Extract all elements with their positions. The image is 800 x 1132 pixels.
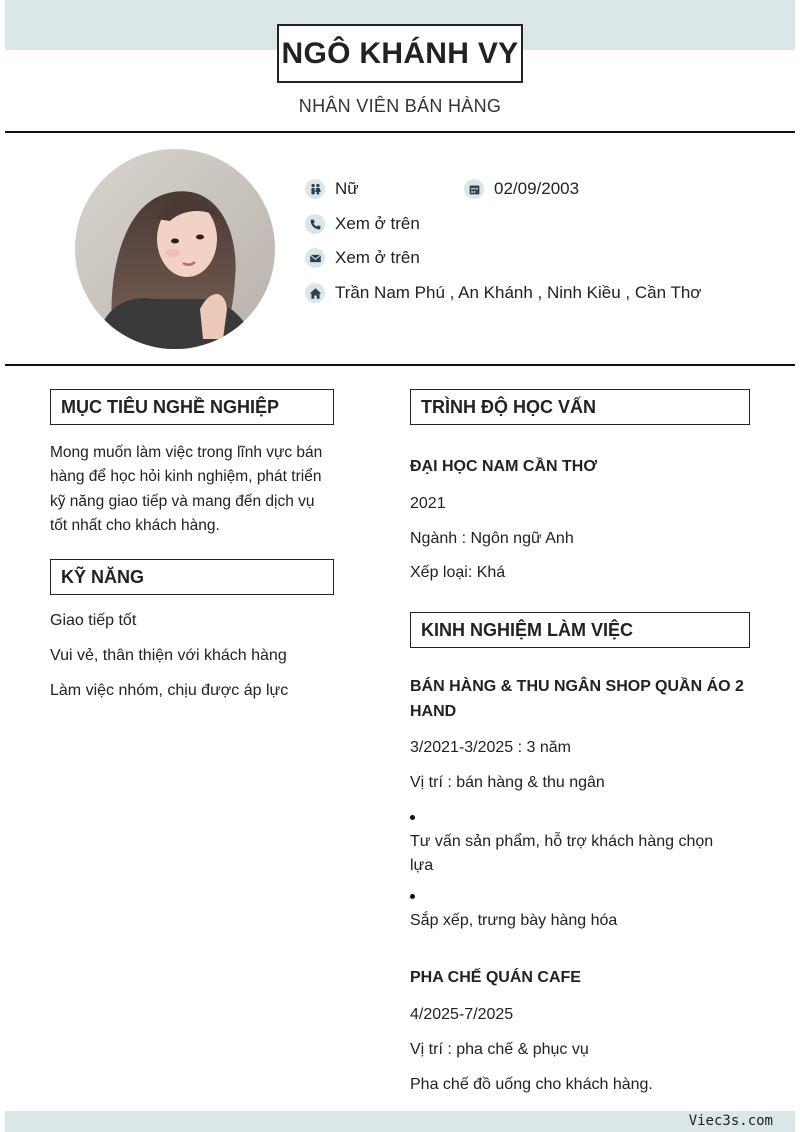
- profile-photo: [75, 149, 275, 349]
- job-role: Vị trí : bán hàng & thu ngân: [410, 774, 605, 791]
- graduation-year: 2021: [410, 495, 446, 512]
- email-row: [305, 248, 420, 268]
- job-role: Vị trí : pha chế & phục vụ: [410, 1041, 589, 1058]
- calendar-icon: [464, 179, 484, 199]
- objective-heading: MỤC TIÊU NGHỀ NGHIỆP: [50, 389, 334, 425]
- job-duty: Sắp xếp, trưng bày hàng hóa: [410, 912, 618, 929]
- address-value: Trần Nam Phú , An Khánh , Ninh Kiều , Cần Thơ: [335, 283, 702, 302]
- candidate-name: NGÔ KHÁNH VY: [277, 24, 523, 83]
- skills-heading: KỸ NĂNG: [50, 559, 334, 595]
- school-name: ĐẠI HỌC NAM CẦN THƠ: [410, 458, 597, 475]
- phone-value: Xem ở trên: [335, 214, 420, 233]
- profile-divider: [5, 364, 795, 366]
- birthdate-row: [464, 179, 579, 199]
- gender-row: [305, 179, 359, 199]
- bullet-dot: [410, 815, 415, 820]
- job-duty-line: lựa: [410, 857, 434, 874]
- gender-value: Nữ: [335, 179, 359, 198]
- job-company-line: BÁN HÀNG & THU NGÂN SHOP QUẦN ÁO 2: [410, 678, 744, 695]
- footer-brand: Viec3s.com: [688, 1113, 773, 1129]
- objective-line: kỹ năng giao tiếp và mang đến dịch vụ: [50, 492, 315, 510]
- header-divider: [5, 131, 795, 133]
- candidate-position: NHÂN VIÊN BÁN HÀNG: [298, 96, 502, 116]
- skill-item: Làm việc nhóm, chịu được áp lực: [50, 682, 289, 699]
- job-duty: [410, 830, 750, 878]
- job-company: PHA CHẾ QUÁN CAFE: [410, 969, 581, 986]
- address-row: [305, 283, 701, 303]
- phone-icon: [305, 214, 325, 234]
- job-company-line: HAND: [410, 703, 457, 720]
- job-period: 3/2021-3/2025 : 3 năm: [410, 739, 572, 756]
- home-icon: [305, 283, 325, 303]
- objective-text: [50, 441, 340, 538]
- experience-heading: KINH NGHIỆM LÀM VIỆC: [410, 612, 750, 648]
- bullet-dot: [410, 894, 415, 899]
- footer-band: [5, 1111, 795, 1132]
- job-period: 4/2025-7/2025: [410, 1006, 514, 1023]
- job-description: Pha chế đồ uống cho khách hàng.: [410, 1076, 653, 1093]
- job-duty-line: Tư vấn sản phẩm, hỗ trợ khách hàng chọn: [410, 833, 714, 850]
- phone-row: [305, 214, 420, 234]
- objective-line: Mong muốn làm việc trong lĩnh vực bán: [50, 444, 323, 461]
- skill-item: Giao tiếp tốt: [50, 612, 137, 629]
- mail-icon: [305, 248, 325, 268]
- education-heading: TRÌNH ĐỘ HỌC VẤN: [410, 389, 750, 425]
- objective-line: tốt nhất cho khách hàng.: [50, 516, 220, 534]
- email-value: Xem ở trên: [335, 248, 420, 267]
- gender-icon: [305, 179, 325, 199]
- skill-item: Vui vẻ, thân thiện với khách hàng: [50, 647, 287, 664]
- job-company: [410, 674, 750, 724]
- objective-line: hàng để học hỏi kinh nghiệm, phát triển: [50, 468, 322, 486]
- education-major: Ngành : Ngôn ngữ Anh: [410, 530, 574, 547]
- birthdate-value: 02/09/2003: [494, 179, 580, 198]
- education-grade: Xếp loại: Khá: [410, 564, 506, 581]
